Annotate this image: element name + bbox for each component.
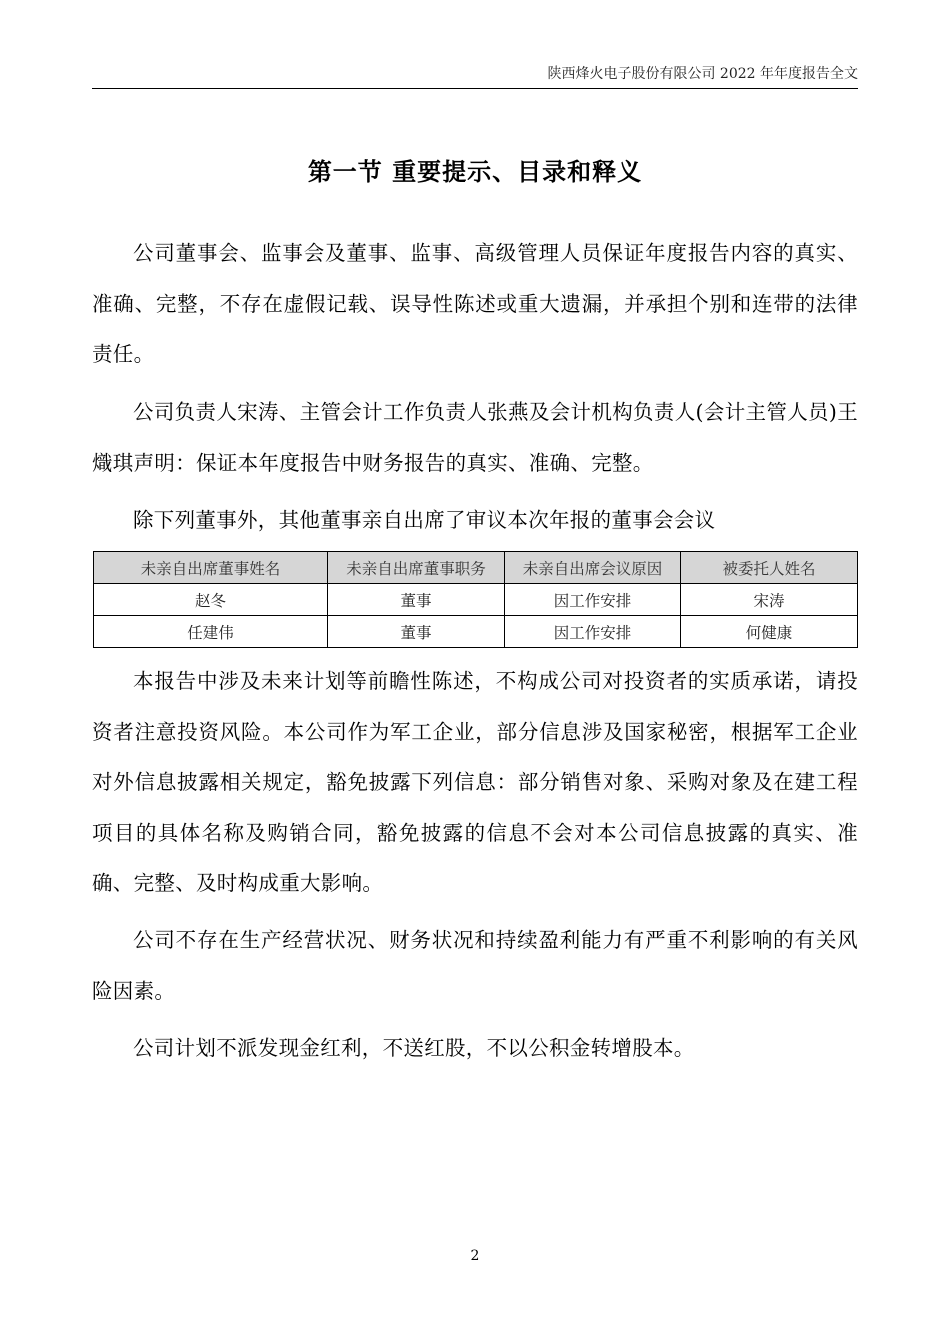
paragraph-risk-factors: 公司不存在生产经营状况、财务状况和持续盈利能力有严重不利影响的有关风险因素。 (92, 928, 858, 1003)
table-header-row (94, 552, 858, 584)
paragraph-board-guarantee: 公司董事会、监事会及董事、监事、高级管理人员保证年度报告内容的真实、准确、完整，不存在虚假记载、误导性陈述或重大遗漏，并承担个别和连带的法律责任。 (92, 241, 858, 366)
absent-directors-table (93, 551, 858, 648)
column-header-absent-director-position: 未亲自出席董事职务 (328, 552, 505, 584)
table-cell: 赵冬 (94, 584, 328, 616)
table-cell: 任建伟 (94, 616, 328, 648)
table-row (94, 584, 858, 616)
column-header-absence-reason: 未亲自出席会议原因 (505, 552, 681, 584)
running-header: 陕西烽火电子股份有限公司 2022 年年度报告全文 (547, 66, 858, 82)
table-cell: 因工作安排 (505, 584, 681, 616)
table-row (94, 616, 858, 648)
table-cell: 董事 (328, 616, 505, 648)
table-cell: 宋涛 (681, 584, 858, 616)
column-header-proxy-name: 被委托人姓名 (681, 552, 858, 584)
table-cell: 何健康 (681, 616, 858, 648)
column-header-absent-director-name: 未亲自出席董事姓名 (94, 552, 328, 584)
paragraph-dividend-plan: 公司计划不派发现金红利，不送红股，不以公积金转增股本。 (133, 1036, 695, 1060)
paragraph-absent-directors-intro: 除下列董事外，其他董事亲自出席了审议本次年报的董事会会议 (133, 508, 716, 532)
paragraph-responsible-persons-statement: 公司负责人宋涛、主管会计工作负责人张燕及会计机构负责人(会计主管人员)王熾琪声明：保证本年度报告中财务报告的真实、准确、完整。 (92, 400, 858, 475)
table-cell: 董事 (328, 584, 505, 616)
paragraph-forward-looking-and-exemption: 本报告中涉及未来计划等前瞻性陈述，不构成公司对投资者的实质承诺，请投资者注意投资风险。本公司作为军工企业，部分信息涉及国家秘密，根据军工企业对外信息披露相关规定，豁免披露下列信息：部分销售对象、采购对象及在建工程项目的具体名称及购销合同，豁免披露的信息不会对本公司信息披露的真实、准确、完整、及时构成重大影响。 (92, 669, 858, 895)
section-title: 第一节 重要提示、目录和释义 (307, 157, 643, 186)
page-number: 2 (470, 1248, 480, 1264)
table-cell: 因工作安排 (505, 616, 681, 648)
header-divider (92, 88, 858, 89)
